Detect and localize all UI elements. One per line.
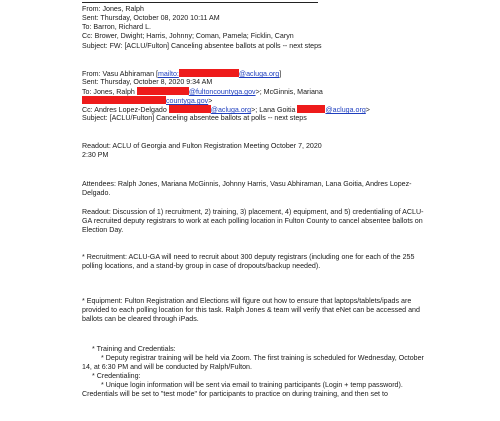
recruitment-line-2: polling locations, and a stand-by group in case of dropouts/backup needed). <box>82 262 321 270</box>
mailto-domain: @acluga.org <box>238 70 280 78</box>
orig-cc-link-a[interactable]: @acluga.org <box>210 106 252 114</box>
equipment-line-2: provided to each polling location for this task. Ralph Jones & team will verify that eNet can be accessed and <box>82 306 420 314</box>
redaction-block <box>179 69 239 77</box>
redaction-block <box>297 105 325 113</box>
orig-from-mailto[interactable] <box>157 70 282 78</box>
separator-line <box>82 2 318 3</box>
orig-to2-link[interactable]: countyga.gov <box>166 97 209 105</box>
equipment-line-1: * Equipment: Fulton Registration and Elections will figure out how to ensure that laptops/tablets/ipads are <box>82 297 412 305</box>
orig-sent: Sent: Thursday, October 8, 2020 9:34 AM <box>82 78 213 86</box>
redaction-block <box>137 87 189 95</box>
attendees-line-1: Attendees: Ralph Jones, Mariana McGinnis, Johnny Harris, Vasu Abhiraman, Lana Goitia, Andres Lopez- <box>82 180 412 188</box>
training-line-1: * Deputy registrar training will be held via Zoom. The first training is scheduled for Wednesday, October <box>101 354 424 362</box>
attendees-line-2: Delgado. <box>82 189 111 197</box>
orig-cc-mid: >; Lana Goitia <box>251 106 298 114</box>
equipment-line-3: ballots can be cleared through iPads. <box>82 315 199 323</box>
orig-to2-suffix: > <box>208 97 213 105</box>
discussion-line-3: Election Day. <box>82 226 124 234</box>
fwd-sent: Sent: Thursday, October 08, 2020 10:11 AM <box>82 14 220 22</box>
orig-cc-suffix: > <box>365 106 370 114</box>
credentialing-heading: * Credentialing: <box>92 372 141 380</box>
fwd-subject: Subject: FW: [ACLU/Fulton] Canceling absentee ballots at polls -- next steps <box>82 42 322 50</box>
credentialing-line-2: Credentials will be set to "test mode" for participants to practice on during training, and then set to <box>82 390 388 398</box>
training-heading: * Training and Credentials: <box>92 345 176 353</box>
readout-title: Readout: ACLU of Georgia and Fulton Registration Meeting October 7, 2020 <box>82 142 322 150</box>
orig-from-prefix: From: Vasu Abhiraman [ <box>82 70 158 78</box>
credentialing-line-1: * Unique login information will be sent via email to training participants (Login + temp password). <box>101 381 403 389</box>
orig-cc-prefix: Cc: Andres Lopez-Delgado <box>82 106 169 114</box>
fwd-from: From: Jones, Ralph <box>82 5 144 13</box>
redaction-block <box>82 96 166 104</box>
orig-subject: Subject: [ACLU/Fulton] Canceling absentee ballots at polls -- next steps <box>82 114 307 122</box>
recruitment-line-1: * Recruitment: ACLU-GA will need to recruit about 300 deputy registrars (including one for each of the 255 <box>82 253 415 261</box>
readout-time: 2:30 PM <box>82 151 109 159</box>
discussion-line-2: GA recruited deputy registrars to work at each polling location in Fulton County to cancel absentee ballots on <box>82 217 423 225</box>
orig-to-prefix: To: Jones, Ralph <box>82 88 137 96</box>
fwd-to: To: Barron, Richard L. <box>82 23 151 31</box>
orig-from-suffix: ] <box>279 70 282 78</box>
training-line-2: 14, at 6:30 PM and will be conducted by Ralph/Fulton. <box>82 363 252 371</box>
redaction-block <box>169 105 211 113</box>
fwd-cc: Cc: Brower, Dwight; Harris, Johnny; Coman, Pamela; Ficklin, Caryn <box>82 32 294 40</box>
orig-to-suffix: >; McGinnis, Mariana <box>255 88 323 96</box>
discussion-line-1: Readout: Discussion of 1) recruitment, 2) training, 3) placement, 4) equipment, and 5) credentialing of ACLU- <box>82 208 424 216</box>
orig-cc-link-b[interactable]: @acluga.org <box>325 106 366 114</box>
mailto-text: mailto: <box>157 70 179 78</box>
orig-to-link[interactable]: @fultoncountyga.gov <box>188 88 256 96</box>
